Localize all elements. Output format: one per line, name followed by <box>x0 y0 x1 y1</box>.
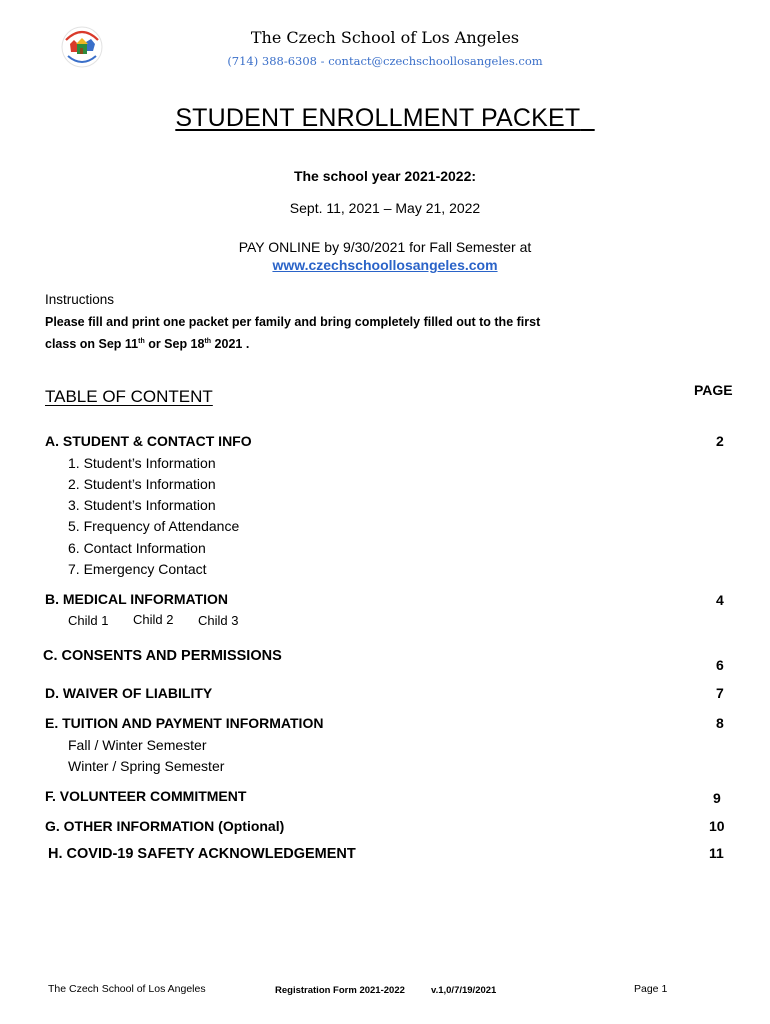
toc-child-item: Child 1 <box>68 613 109 628</box>
instructions-line-2-a: class on Sep 11 <box>45 337 139 352</box>
toc-page-c: 6 <box>716 657 724 673</box>
instructions-line-2-c: 2021 . <box>211 337 250 352</box>
instructions-line-2 <box>45 332 605 354</box>
instructions-line-2-b: or Sep 18 <box>144 337 205 352</box>
toc-page-f: 9 <box>713 790 721 806</box>
toc-item: 6. Contact Information <box>68 540 206 556</box>
document-title <box>0 104 770 133</box>
school-name: The Czech School of Los Angeles <box>250 28 520 47</box>
instructions-line-1: Please fill and print one packet per family and bring completely filled out to the first <box>45 315 541 329</box>
toc-page-h: 11 <box>709 845 724 861</box>
toc-page-b: 4 <box>716 592 724 608</box>
footer-page-number: Page 1 <box>634 983 668 995</box>
ordinal-suffix: th <box>138 338 145 345</box>
toc-item: 2. Student’s Information <box>68 476 216 492</box>
toc-item: 3. Student’s Information <box>68 497 216 513</box>
footer-form-name: Registration Form 2021-2022 <box>275 985 405 996</box>
school-contact: (714) 388-6308 - contact@czechschoollosangeles.com <box>227 54 543 68</box>
toc-item: Winter / Spring Semester <box>68 758 225 774</box>
toc-heading: TABLE OF CONTENT <box>45 387 213 406</box>
toc-page-e: 8 <box>716 715 724 731</box>
toc-section-c: C. CONSENTS AND PERMISSIONS <box>43 648 282 664</box>
toc-page-g: 10 <box>709 818 725 834</box>
toc-section-h: H. COVID-19 SAFETY ACKNOWLEDGEMENT <box>48 846 356 862</box>
toc-section-d: D. WAIVER OF LIABILITY <box>45 685 213 701</box>
toc-item: 5. Frequency of Attendance <box>68 518 240 534</box>
toc-section-b: B. MEDICAL INFORMATION <box>45 591 229 607</box>
toc-page-a: 2 <box>716 433 724 449</box>
toc-child-item: Child 2 <box>133 612 174 627</box>
school-year-heading: The school year 2021-2022: <box>293 168 477 184</box>
toc-section-a: A. STUDENT & CONTACT INFO <box>45 433 252 449</box>
school-year-dates: Sept. 11, 2021 – May 21, 2022 <box>289 200 481 216</box>
website-link[interactable]: www.czechschoollosangeles.com <box>272 257 498 273</box>
instructions-heading: Instructions <box>45 292 115 307</box>
toc-item: Fall / Winter Semester <box>68 737 207 753</box>
toc-page-heading: PAGE <box>694 382 733 398</box>
title-underline-trail <box>580 104 594 132</box>
ordinal-suffix: th <box>204 338 212 345</box>
pay-online-text: PAY ONLINE by 9/30/2021 for Fall Semester at <box>238 239 532 255</box>
footer-school-name: The Czech School of Los Angeles <box>48 983 206 995</box>
toc-section-f: F. VOLUNTEER COMMITMENT <box>45 788 247 804</box>
toc-section-e: E. TUITION AND PAYMENT INFORMATION <box>45 715 324 731</box>
toc-page-d: 7 <box>716 685 724 701</box>
toc-section-g: G. OTHER INFORMATION (Optional) <box>45 818 285 834</box>
toc-child-item: Child 3 <box>198 613 239 628</box>
instructions-text <box>45 312 605 354</box>
footer-version: v.1,0/7/19/2021 <box>431 985 497 996</box>
toc-item: 1. Student’s Information <box>68 455 216 471</box>
toc-item: 7. Emergency Contact <box>68 561 207 577</box>
document-title-text: STUDENT ENROLLMENT PACKET <box>175 104 581 132</box>
